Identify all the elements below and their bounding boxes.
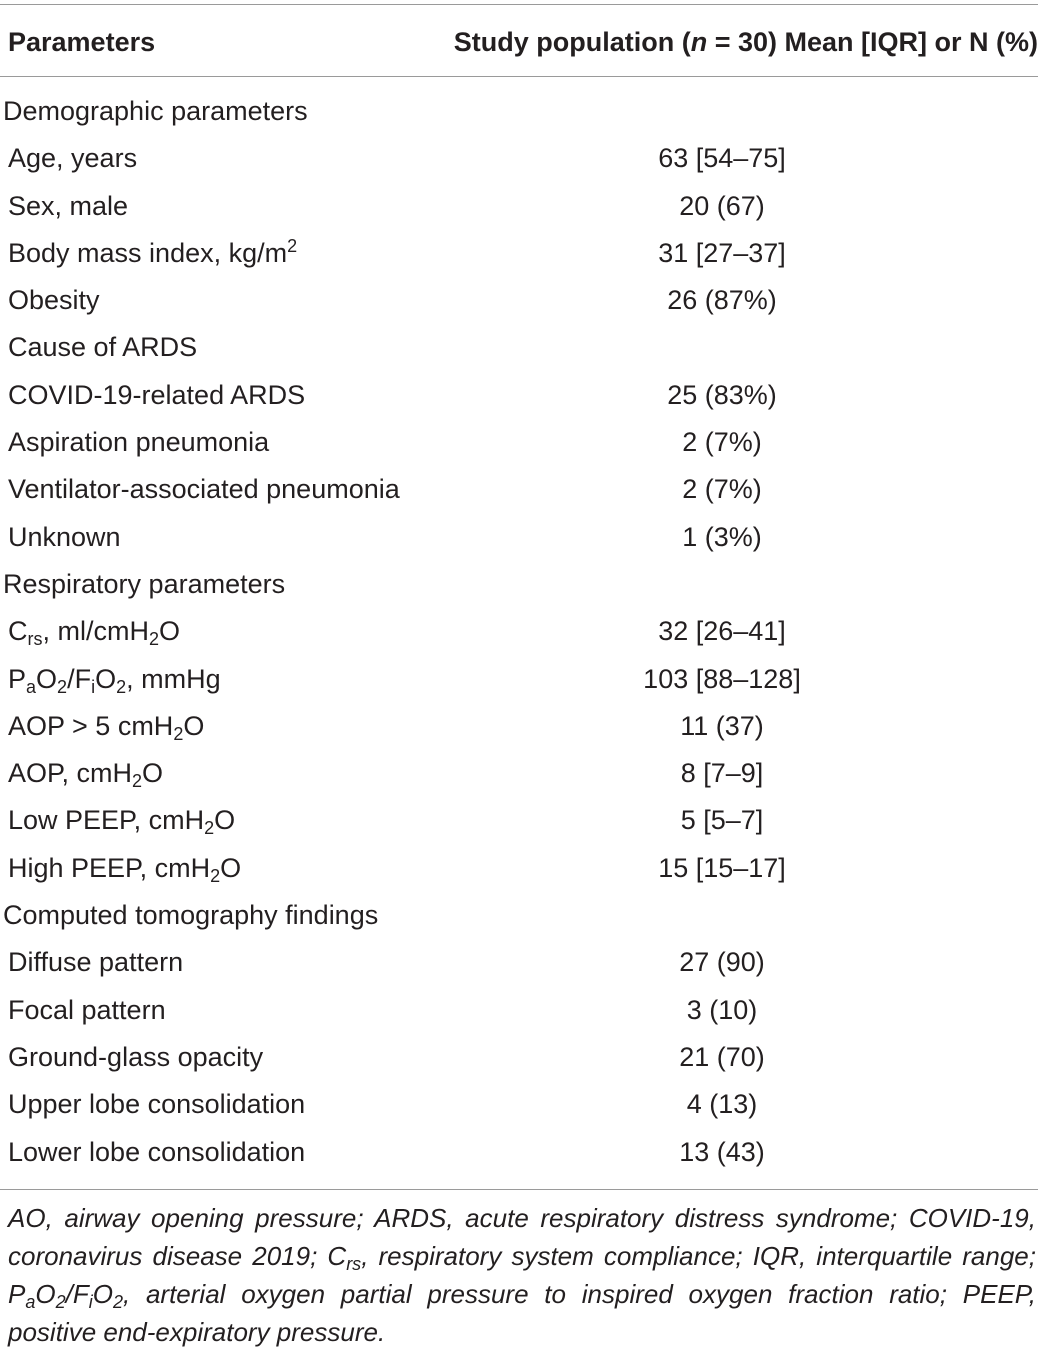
table-row	[0, 608, 1038, 655]
table-row	[0, 845, 1038, 892]
table-row	[0, 514, 1038, 561]
row-value: 11 (37)	[680, 710, 764, 741]
section-row-respiratory	[0, 561, 1038, 608]
column-header-parameters: Parameters	[8, 27, 156, 57]
row-value: 103 [88–128]	[643, 663, 801, 694]
row-label: Focal pattern	[8, 994, 166, 1025]
row-label: Respiratory parameters	[3, 568, 286, 599]
row-value: 20 (67)	[679, 190, 765, 221]
row-value: 31 [27–37]	[658, 237, 786, 268]
table-row	[0, 1129, 1038, 1176]
table-row	[0, 797, 1038, 844]
table-row	[0, 1081, 1038, 1128]
table-row	[0, 183, 1038, 230]
row-label: Cause of ARDS	[8, 332, 198, 363]
row-label: Aspiration pneumonia	[8, 427, 270, 458]
section-row-demographic	[0, 88, 1038, 135]
row-label: $P_aO_2/F_iO_2$, mmHg	[8, 663, 221, 697]
row-value: 27 (90)	[679, 947, 765, 978]
section-row-ct-findings	[0, 892, 1038, 939]
row-value: 26 (87%)	[667, 285, 777, 316]
row-value: 5 [5–7]	[680, 805, 764, 836]
row-value: 21 (70)	[679, 1041, 765, 1072]
table-row	[0, 466, 1038, 513]
row-label: Diffuse pattern	[8, 947, 184, 978]
table-row	[0, 750, 1038, 797]
table-bottom-rule	[0, 1189, 1038, 1190]
row-value: 13 (43)	[679, 1136, 765, 1167]
row-value: 2 (7%)	[682, 474, 762, 505]
table-row	[0, 656, 1038, 703]
row-label: Upper lobe consolidation	[8, 1089, 306, 1120]
row-value: 32 [26–41]	[658, 616, 786, 647]
table-header-rule	[0, 76, 1038, 77]
row-label: AOP > 5 cmH$_2$O	[8, 710, 205, 744]
table-row	[0, 277, 1038, 324]
table-row	[0, 372, 1038, 419]
table-row	[0, 230, 1038, 277]
row-value: 15 [15–17]	[658, 852, 786, 883]
row-label: Low PEEP, cmH$_2$O	[8, 805, 236, 839]
table-row	[0, 324, 1038, 371]
row-label: Unknown	[8, 521, 121, 552]
row-label: Sex, male	[8, 190, 129, 221]
row-value: 2 (7%)	[682, 427, 762, 458]
table-row	[0, 135, 1038, 182]
table-body	[0, 88, 1038, 1176]
table-row	[0, 419, 1038, 466]
row-label: High PEEP, cmH$_2$O	[8, 852, 242, 886]
row-value: 25 (83%)	[667, 379, 777, 410]
row-label: AOP, cmH$_2$O	[8, 758, 164, 792]
row-label: Body mass index, $kg/m^2$	[8, 235, 298, 268]
row-value: 1 (3%)	[682, 521, 762, 552]
row-value: 3 (10)	[686, 994, 758, 1025]
row-label: $C_{rs}$, ml/cmH$_2$O	[8, 616, 181, 650]
row-label: Computed tomography findings	[3, 900, 379, 931]
table-row	[0, 1034, 1038, 1081]
row-label: Age, years	[8, 143, 138, 174]
row-value: 4 (13)	[686, 1089, 758, 1120]
table-row	[0, 703, 1038, 750]
row-label: Demographic parameters	[3, 96, 308, 126]
table-row	[0, 987, 1038, 1034]
row-label: COVID-19-related ARDS	[8, 379, 306, 410]
row-value: 8 [7–9]	[680, 758, 764, 789]
column-header-study-population: Study population (n = 30) Mean [IQR] or N (%)	[453, 27, 1038, 57]
row-label: Ground-glass opacity	[8, 1041, 264, 1072]
row-label: Obesity	[8, 285, 100, 316]
row-label: Ventilator-associated pneumonia	[8, 474, 400, 505]
table-row	[0, 939, 1038, 986]
table-header	[0, 22, 1038, 62]
table-top-rule	[0, 4, 1038, 5]
row-value: 63 [54–75]	[658, 143, 786, 174]
row-label: Lower lobe consolidation	[8, 1136, 306, 1167]
table-footnote: AO, airway opening pressure; ARDS, acute respiratory distress syndrome; COVID-19, coronavirus disease 2019; $C_{rs}$, respiratory system compliance; IQR, interquartile range; $P_aO_2/F_iO_2$, arterial oxygen partial pressure to inspired oxygen fraction ratio; PEEP, positive end-expiratory pressure.	[8, 1203, 1036, 1347]
